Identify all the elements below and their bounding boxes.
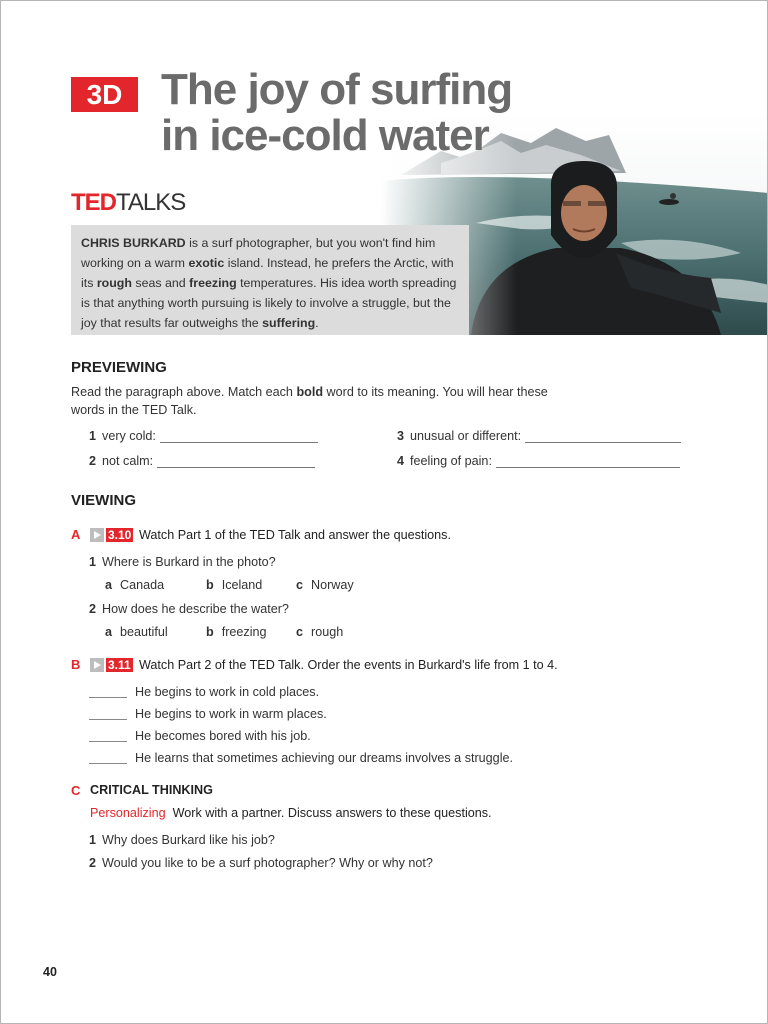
order-blank-4[interactable]: [89, 763, 127, 764]
option-text: Norway: [311, 578, 354, 592]
item-text: unusual or different:: [410, 429, 522, 443]
option-text: Iceland: [221, 578, 263, 592]
bold-word: rough: [96, 276, 132, 290]
audio-track-number: 3.10: [108, 528, 132, 542]
question-number: 2: [89, 602, 97, 616]
question-number: 1: [89, 555, 97, 569]
event-3: He becomes bored with his job.: [135, 729, 311, 743]
option-letter: b: [206, 625, 214, 639]
answer-blank[interactable]: [160, 441, 318, 443]
question-a1: [89, 555, 276, 569]
option-a1-a[interactable]: [105, 578, 164, 592]
event-2: He begins to work in warm places.: [135, 707, 327, 721]
option-a2-a[interactable]: [105, 625, 168, 639]
intro-text: seas and: [131, 276, 190, 290]
item-number: 1: [89, 429, 97, 443]
option-text: Canada: [120, 578, 165, 592]
intro-text: temperatures. His idea worth spreading is that anything worth pursuing is likely to involve a struggle, but the joy that results far outweighs the: [81, 276, 457, 330]
ted-logo-talks: TALKS: [116, 189, 186, 216]
answer-blank[interactable]: [157, 466, 315, 468]
match-item-1: [89, 429, 318, 443]
previewing-instructions: [71, 383, 561, 419]
viewing-heading: VIEWING: [71, 492, 137, 509]
personalizing-label: Personalizing: [90, 806, 166, 820]
option-a2-b[interactable]: [206, 625, 267, 639]
title-line-1: The joy of surfing: [161, 65, 513, 114]
bold-word: freezing: [189, 276, 237, 290]
intro-paragraph: [71, 225, 469, 335]
item-text: not calm:: [102, 454, 154, 468]
activity-c-letter: C: [71, 783, 81, 798]
match-item-2: [89, 454, 315, 468]
option-a1-b[interactable]: [206, 578, 262, 592]
answer-blank[interactable]: [525, 441, 681, 443]
event-1: He begins to work in cold places.: [135, 685, 320, 699]
question-text: Where is Burkard in the photo?: [102, 555, 276, 569]
item-number: 4: [397, 454, 405, 468]
page-title: [161, 67, 512, 159]
order-blank-3[interactable]: [89, 741, 127, 742]
intro-text: .: [315, 316, 319, 330]
question-a2: [89, 602, 289, 616]
item-text: very cold:: [102, 429, 156, 443]
bold-word: exotic: [188, 256, 225, 270]
intro-text: island. Instead, he prefers the Arctic, with its: [81, 256, 454, 290]
option-letter: a: [105, 578, 113, 592]
option-letter: a: [105, 625, 113, 639]
answer-blank[interactable]: [496, 466, 680, 468]
question-c1: [89, 833, 275, 847]
order-blank-1[interactable]: [89, 697, 127, 698]
option-letter: b: [206, 578, 214, 592]
unit-badge: 3D: [71, 77, 138, 112]
title-line-2: in ice-cold water: [161, 111, 489, 160]
item-number: 3: [397, 429, 405, 443]
question-number: 2: [89, 856, 97, 870]
audio-track-number: 3.11: [108, 658, 131, 672]
activity-b-instructions: Watch Part 2 of the TED Talk. Order the events in Burkard's life from 1 to 4.: [139, 658, 558, 672]
option-letter: c: [296, 578, 304, 592]
question-text: Would you like to be a surf photographer? Why or why not?: [102, 856, 433, 870]
question-text: Why does Burkard like his job?: [102, 833, 275, 847]
item-number: 2: [89, 454, 97, 468]
item-text: feeling of pain:: [410, 454, 492, 468]
audio-play-icon[interactable]: [90, 528, 104, 542]
intro-text: is a surf photographer, but you won't find him working on a warm: [81, 236, 436, 270]
instr-bold: bold: [296, 385, 324, 399]
critical-thinking-heading: CRITICAL THINKING: [90, 783, 213, 797]
ted-logo-ted: TED: [71, 189, 116, 216]
option-a1-c[interactable]: [296, 578, 354, 592]
instr-text: Read the paragraph above. Match each: [71, 385, 297, 399]
instr-text: word to its meaning. You will hear these words in the TED Talk.: [71, 385, 548, 417]
event-4: He learns that sometimes achieving our dreams involves a struggle.: [135, 751, 513, 765]
previewing-heading: PREVIEWING: [71, 359, 167, 376]
speaker-name: CHRIS BURKARD: [81, 236, 186, 250]
activity-c-instructions: [90, 806, 492, 820]
option-a2-c[interactable]: [296, 625, 343, 639]
activity-b-letter: B: [71, 657, 81, 672]
question-number: 1: [89, 833, 97, 847]
audio-play-icon[interactable]: [90, 658, 104, 672]
ted-talks-logo: [71, 189, 185, 217]
match-item-4: [397, 454, 680, 468]
question-c2: [89, 856, 433, 870]
option-text: freezing: [221, 625, 267, 639]
activity-a-instructions: Watch Part 1 of the TED Talk and answer the questions.: [139, 528, 451, 542]
bold-word: suffering: [262, 316, 316, 330]
option-text: beautiful: [120, 625, 168, 639]
activity-a-letter: A: [71, 527, 81, 542]
order-blank-2[interactable]: [89, 719, 127, 720]
match-item-3: [397, 429, 681, 443]
option-letter: c: [296, 625, 304, 639]
question-text: How does he describe the water?: [102, 602, 289, 616]
option-text: rough: [311, 625, 344, 639]
activity-c-text: Work with a partner. Discuss answers to these questions.: [172, 806, 492, 820]
page-number: 40: [43, 965, 57, 979]
